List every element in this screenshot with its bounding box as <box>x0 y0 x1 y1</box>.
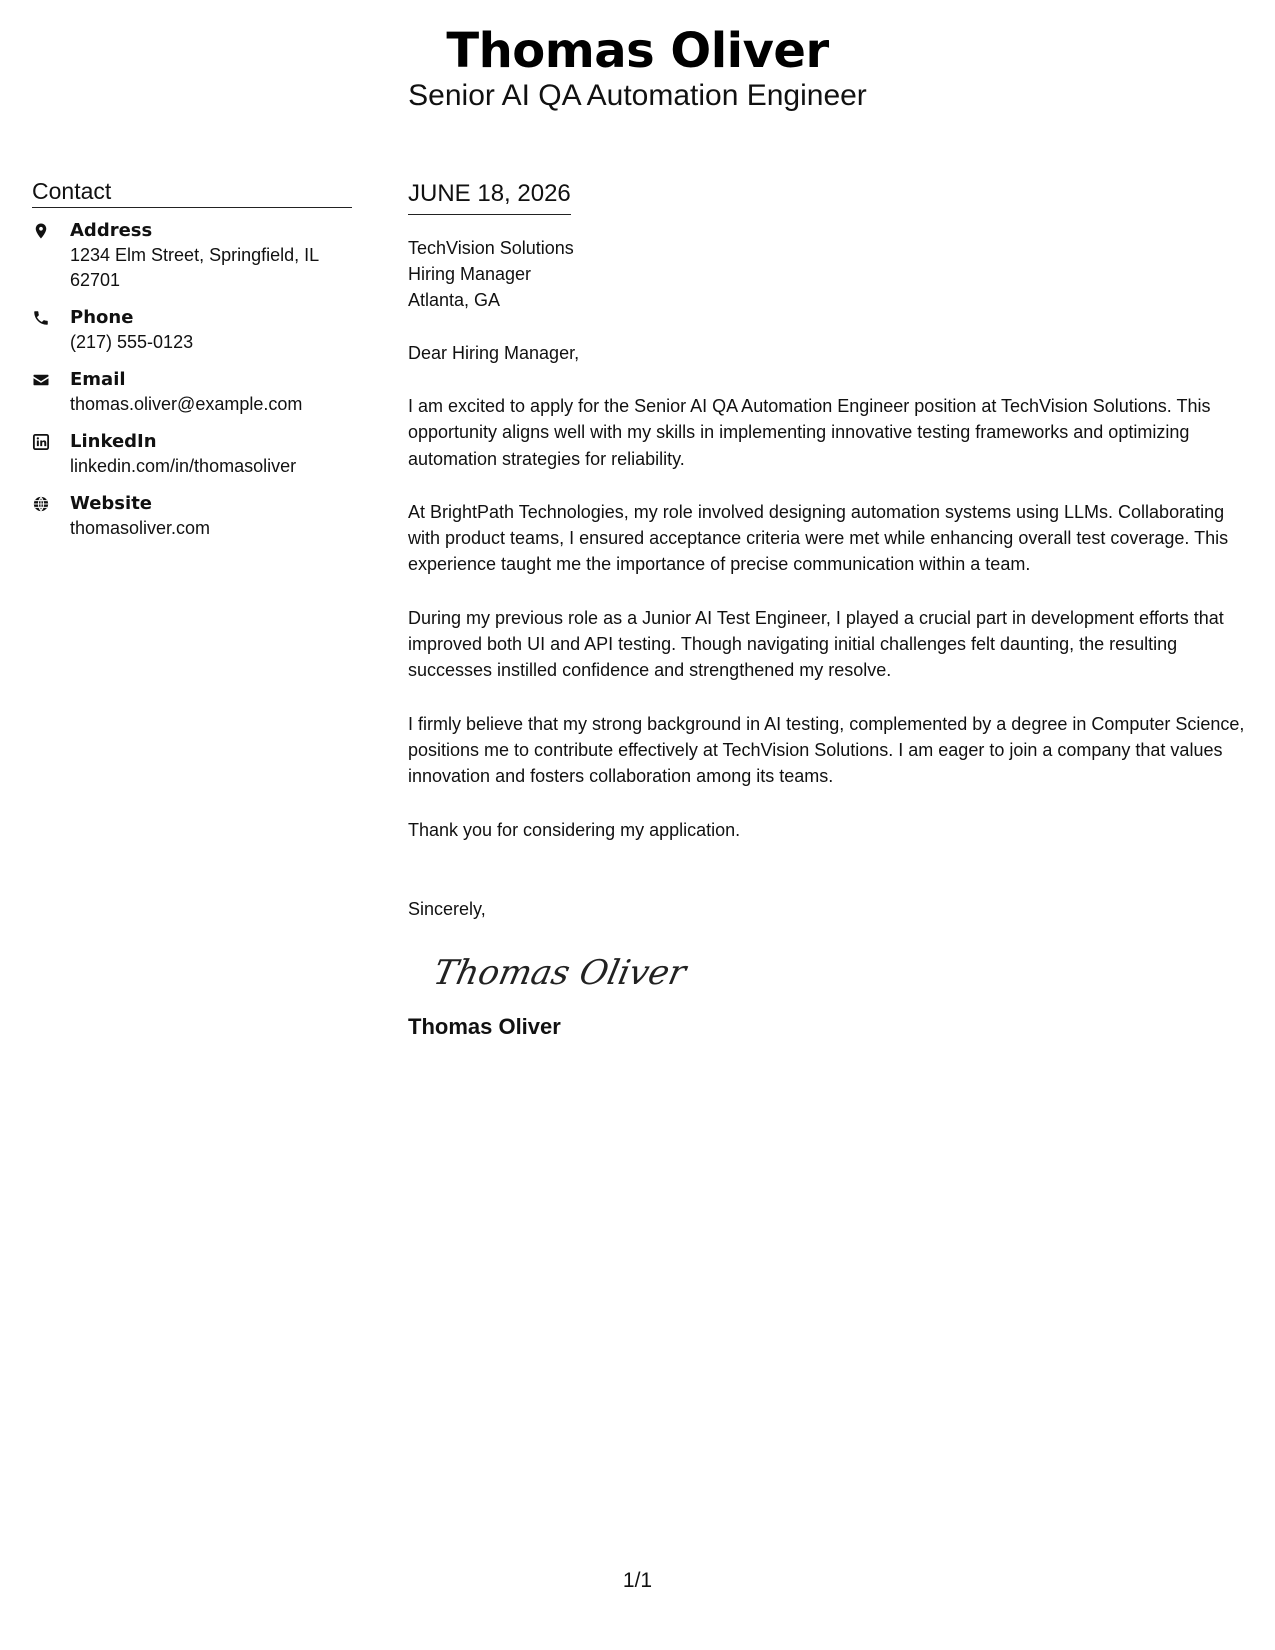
signer-name: Thomas Oliver <box>408 1013 561 1039</box>
map-pin-icon <box>32 218 70 242</box>
contact-item-address <box>32 218 352 293</box>
letter-paragraph: At BrightPath Technologies, my role involved designing automation systems using LLMs. Collaborating with product teams, I ensured acceptance criteria were met while enhancing overall test coverage. This experience taught me the importance of precise communication within a team. <box>408 501 1229 575</box>
letter-body <box>408 178 1258 1042</box>
handwritten-signature <box>430 946 690 998</box>
recipient-location: Atlanta, GA <box>408 290 501 310</box>
contact-value-email: thomas.oliver@example.com <box>70 394 303 414</box>
applicant-title: Senior AI QA Automation Engineer <box>408 79 867 112</box>
letter-date: JUNE 18, 2026 <box>408 178 571 215</box>
page-number: 1/1 <box>622 1569 653 1592</box>
contact-label-email: Email <box>70 369 126 390</box>
contact-value-website: thomasoliver.com <box>70 518 211 538</box>
contact-item-email <box>32 367 352 417</box>
contact-list <box>32 218 352 541</box>
contact-sidebar <box>32 176 352 553</box>
letter-paragraph: I firmly believe that my strong background in AI testing, complemented by a degree in Computer Science, positions me to contribute effectively at TechVision Solutions. I am eager to join a company that values innovation and fosters collaboration among its teams. <box>408 713 1245 787</box>
recipient-block <box>408 235 1258 313</box>
contact-value-address: 1234 Elm Street, Springfield, IL 62701 <box>70 245 319 290</box>
contact-item-phone <box>32 305 352 355</box>
contact-heading: Contact <box>32 176 352 208</box>
contact-item-website <box>32 491 352 541</box>
envelope-icon <box>32 367 70 391</box>
letter-paragraph: I am excited to apply for the Senior AI QA Automation Engineer position at TechVision Solutions. This opportunity aligns well with my skills in implementing innovative testing frameworks and optimizing automation strategies for reliability. <box>408 396 1211 469</box>
recipient-role: Hiring Manager <box>408 264 532 284</box>
contact-value-linkedin: linkedin.com/in/thomasoliver <box>70 456 297 476</box>
linkedin-icon <box>32 429 70 453</box>
contact-label-phone: Phone <box>70 307 134 328</box>
contact-label-linkedin: LinkedIn <box>70 431 157 452</box>
closing: Sincerely, <box>408 898 486 919</box>
applicant-name: Thomas Oliver <box>446 23 829 79</box>
globe-icon <box>32 491 70 515</box>
contact-value-phone: (217) 555-0123 <box>70 332 194 352</box>
contact-label-address: Address <box>70 220 153 241</box>
signature-text: Thomas Oliver <box>430 953 690 993</box>
contact-label-website: Website <box>70 493 153 514</box>
recipient-company: TechVision Solutions <box>408 238 574 258</box>
salutation: Dear Hiring Manager, <box>408 343 580 363</box>
contact-item-linkedin <box>32 429 352 479</box>
letter-header <box>0 22 1275 114</box>
letter-paragraph: During my previous role as a Junior AI Test Engineer, I played a crucial part in development efforts that improved both UI and API testing. Though navigating initial challenges felt daunting, the resulting successes instilled confidence and strengthened my resolve. <box>408 607 1224 681</box>
phone-icon <box>32 305 70 329</box>
letter-paragraph: Thank you for considering my application. <box>408 819 741 840</box>
